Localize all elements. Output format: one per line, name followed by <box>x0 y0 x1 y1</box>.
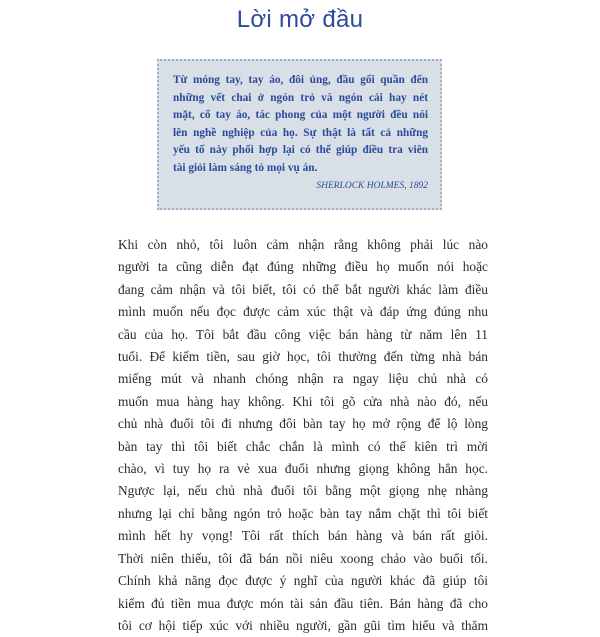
chapter-title: Lời mở đầu <box>236 6 364 33</box>
epigraph-line: những vết chai ở ngón trỏ và ngón cái hay nét <box>173 91 428 104</box>
body-line: người ta cũng diễn đạt đúng những điều họ muốn nói hoặc <box>118 259 488 275</box>
body-line: chủ nhà đuổi tôi đi nhưng đôi bàn tay họ mở rộng để lộ lòng <box>118 416 488 432</box>
body-line: Khi còn nhỏ, tôi luôn cảm nhận rằng không phải lúc nào <box>118 237 488 252</box>
body-line: Chính khả năng đọc được ý nghĩ của người khác đã giúp tôi <box>118 573 488 589</box>
body-line: mình muốn nếu đọc được cảm xúc thật và đáp ứng đúng nhu <box>118 304 488 320</box>
body-line: bàn tay thì tôi biết chắc chắn là mình có thể kiên trì mời <box>118 438 488 454</box>
body-line: Thời niên thiếu, tôi đã bán nồi niêu xoong chảo vào buổi tối. <box>118 550 488 566</box>
body-line: miếng mút và nhanh chóng nhận ra ngay liệu chủ nhà có <box>118 371 488 387</box>
body-line: tuổi. Để kiếm tiền, sau giờ học, tôi thường đến từng nhà bán <box>118 349 488 365</box>
body-text <box>118 234 488 637</box>
body-line: chào, vì tuy họ ra vẻ xua đuổi nhưng giọng không hẳn học. <box>118 461 488 477</box>
body-line: đang cảm nhận và tôi biết, tôi có thể bắt người khác làm điều <box>118 281 488 297</box>
body-line: Ngược lại, nếu chủ nhà đuổi tôi bằng một giọng nhẹ nhàng <box>118 483 488 499</box>
body-line: mình hết hy vọng! Tôi rất thích bán hàng và bán rất giỏi. <box>118 528 488 544</box>
body-line: nhưng lại chỉ bằng ngón trỏ hoặc bàn tay nắm chặt thì tôi biết <box>118 505 488 521</box>
body-line: muốn mua hàng hay không. Khi tôi gõ cửa nhà nào đó, nếu <box>118 393 488 409</box>
body-line: tôi cơ hội tiếp xúc với nhiều người, gần gũi tìm hiểu và thăm <box>118 617 488 633</box>
body-line: cầu của họ. Tôi bắt đầu công việc bán hàng từ năm lên 11 <box>118 326 488 342</box>
epigraph-attribution: SHERLOCK HOLMES, 1892 <box>316 180 428 191</box>
epigraph-line: lên nghề nghiệp của họ. Sự thật là tất cả những <box>173 126 428 139</box>
epigraph-line: tài giỏi làm sáng tỏ mọi vụ án. <box>173 161 318 174</box>
epigraph-box <box>157 59 442 210</box>
epigraph-line: yếu tố này phối hợp lại có thể giúp điều tra viên <box>173 144 428 157</box>
epigraph-line: Từ móng tay, tay áo, đôi ủng, đầu gối quần đến <box>173 74 428 86</box>
epigraph-line: mặt, cổ tay áo, tác phong của một người đều nói <box>173 109 428 122</box>
body-line: kiếm đủ tiền mua được món tài sản đầu tiên. Bán hàng đã cho <box>118 595 488 611</box>
